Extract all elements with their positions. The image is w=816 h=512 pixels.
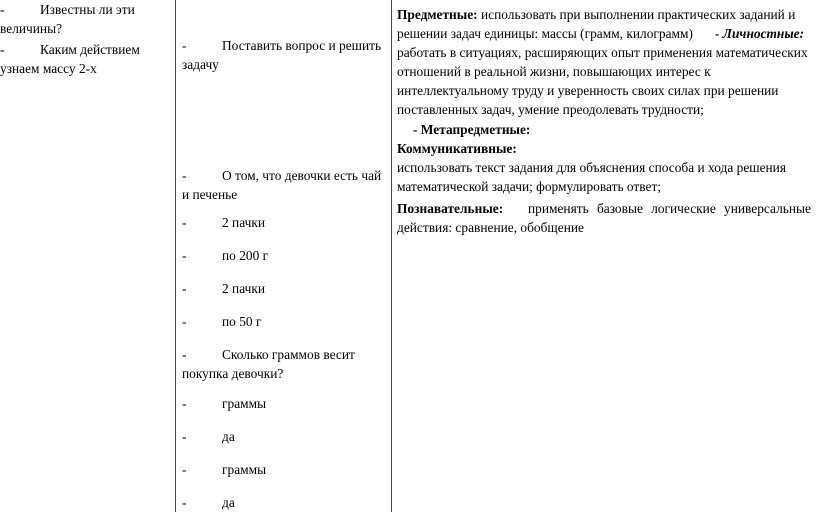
answer-text-line2: задачу [182, 57, 219, 72]
meta-results [397, 120, 811, 196]
answer-text: да [222, 495, 235, 510]
answer-text: граммы [222, 396, 267, 411]
bullet-dash: - [182, 314, 187, 329]
answer-item [182, 279, 387, 298]
column-divider-1 [175, 0, 176, 512]
answer-text: по 200 г [222, 248, 269, 263]
answer-text-line1: Поставить вопрос и решить [222, 38, 382, 53]
personal-label: - Личностные: [714, 26, 805, 41]
bullet-dash: - [182, 281, 187, 296]
bullet-dash: - [182, 462, 187, 477]
bullet-dash: - [182, 495, 187, 510]
question-text-line1: Известны ли эти [40, 2, 135, 17]
meta-label: - Метапредметные: [413, 122, 531, 137]
comm-text: использовать текст задания для объяснения способа и хода решения математической задачи; формулировать ответ; [397, 160, 787, 194]
answer-item [182, 36, 387, 74]
bullet-dash: - [182, 396, 187, 411]
bullet-dash: - [0, 42, 5, 57]
subject-line-1 [397, 5, 811, 24]
answer-item [182, 312, 387, 331]
question-text-line2: величины? [0, 21, 63, 36]
column-divider-2 [391, 0, 392, 512]
answer-text: 2 пачки [222, 215, 266, 230]
answer-item [182, 345, 387, 383]
subject-line-2 [397, 24, 811, 43]
bullet-dash: - [182, 168, 187, 183]
answer-item [182, 460, 387, 479]
answer-item [182, 427, 387, 446]
answer-text-line2: покупка девочки? [182, 366, 284, 381]
question-text-line2: узнаем массу 2-х [0, 61, 97, 76]
cog-text: применять базовые логические универсальные действия: сравнение, обобщение [397, 201, 811, 235]
answer-item [182, 213, 387, 232]
bullet-dash: - [0, 2, 5, 17]
answer-item [182, 493, 387, 512]
bullet-dash: - [182, 248, 187, 263]
answer-item [182, 246, 387, 265]
answer-text-line2: и печенье [182, 187, 238, 202]
bullet-dash: - [182, 347, 187, 362]
question-text-line1: Каким действием [40, 42, 140, 57]
subject-results [397, 5, 811, 119]
cognitive-results [397, 199, 811, 237]
answer-item [182, 394, 387, 413]
subject-text-1: использовать при выполнении практических заданий и [480, 7, 796, 22]
answer-text: граммы [222, 462, 267, 477]
answer-text: 2 пачки [222, 281, 266, 296]
answer-text-line1: Сколько граммов весит [222, 347, 355, 362]
cog-label: Познавательные: [397, 201, 504, 216]
bullet-dash: - [182, 429, 187, 444]
question-item [0, 0, 170, 38]
subject-label: Предметные: [397, 7, 478, 22]
question-item [0, 40, 170, 78]
answer-text: да [222, 429, 235, 444]
answer-item [182, 166, 387, 204]
bullet-dash: - [182, 215, 187, 230]
comm-label: Коммуникативные: [397, 141, 517, 156]
personal-text: работать в ситуациях, расширяющих опыт применения математических отношений в реальной жизни, повышающих интерес к интеллектуальному труду и уверенность своих силах при решении поставленных задач, умение преодолевать трудности; [397, 45, 808, 117]
bullet-dash: - [182, 38, 187, 53]
answer-text-line1: О том, что девочки есть чай [222, 168, 382, 183]
subject-text-2: решении задач единицы: массы (грамм, килограмм) [397, 26, 693, 41]
answer-text: по 50 г [222, 314, 262, 329]
